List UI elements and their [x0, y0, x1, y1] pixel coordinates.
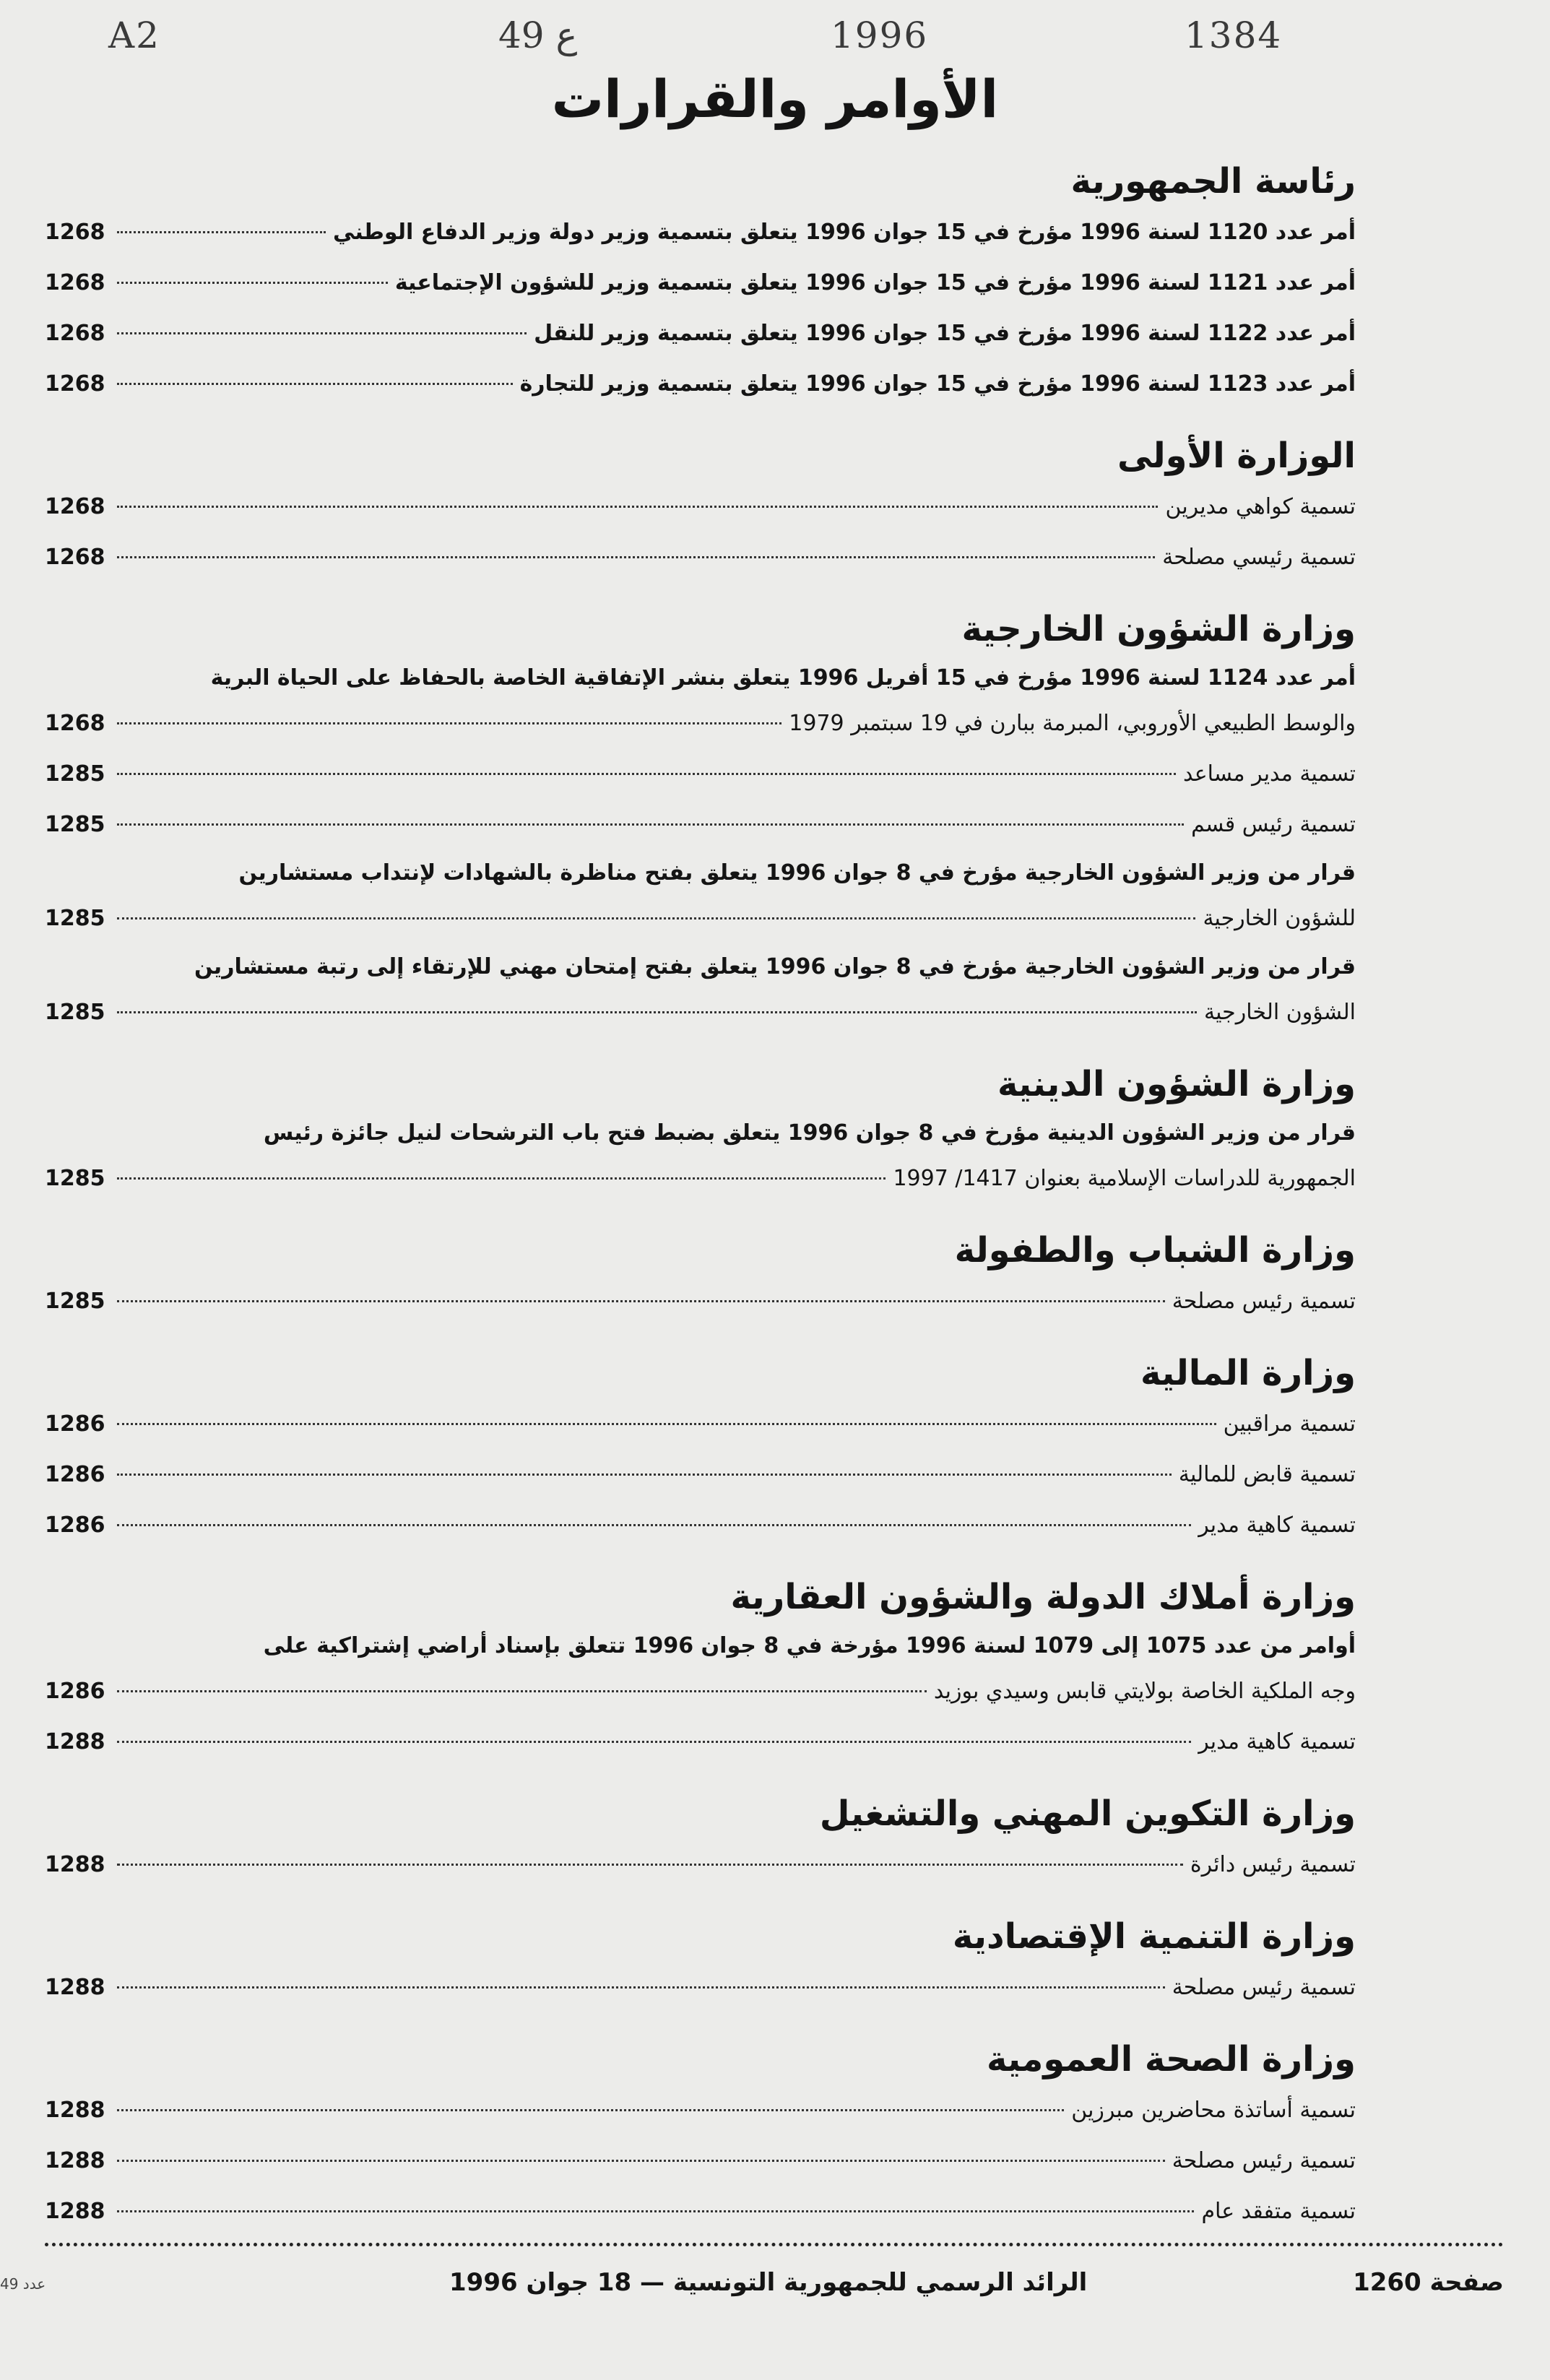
- entry-page-number: 1286: [45, 1513, 105, 1538]
- dot-leader: [117, 1986, 1165, 1989]
- entry-text: تسمية كواهي مديرين: [1165, 494, 1356, 519]
- handwritten-note-hijri: 1384: [1185, 14, 1283, 56]
- footer-issue-side: عدد 49: [0, 2275, 46, 2293]
- entry-page-number: 1288: [45, 2148, 105, 2173]
- page-footer: [45, 2268, 1504, 2311]
- dot-leader: [117, 1011, 1197, 1013]
- entry-text: الجمهورية للدراسات الإسلامية بعنوان 1417/ 1997: [893, 1166, 1356, 1191]
- entry-lead-text: قرار من وزير الشؤون الدينية مؤرخ في 8 جوان 1996 يتعلق بضبط فتح باب الترشحات لنيل جائزة رئيس: [263, 1120, 1356, 1146]
- toc-entry: [45, 852, 1356, 943]
- entry-text: تسمية رئيس مصلحة: [1172, 1289, 1356, 1314]
- section-title: رئاسة الجمهورية: [1070, 161, 1356, 202]
- entry-page-number: 1288: [45, 2098, 105, 2123]
- entry-line: [45, 2087, 1356, 2134]
- entry-text: تسمية رئيس قسم: [1191, 812, 1356, 837]
- dot-leader: [117, 1741, 1191, 1743]
- entry-line: [45, 209, 1356, 256]
- toc-section: [45, 1788, 1356, 1889]
- toc-section: [45, 1224, 1356, 1325]
- toc-section: [45, 603, 1356, 1037]
- dot-leader: [117, 2160, 1165, 2162]
- entry-page-number: 1268: [45, 371, 105, 397]
- section-title: وزارة الشؤون الخارجية: [961, 609, 1356, 649]
- toc-entry: [45, 945, 1356, 1037]
- section-title: وزارة الشباب والطفولة: [954, 1230, 1356, 1271]
- dot-leader: [117, 773, 1176, 775]
- toc-entry: [45, 209, 1356, 256]
- toc-entry: [45, 1718, 1356, 1766]
- entry-text: أمر عدد 1121 لسنة 1996 مؤرخ في 15 جوان 1996 يتعلق بتسمية وزير للشؤون الإجتماعية: [394, 270, 1356, 295]
- section-title: وزارة أملاك الدولة والشؤون العقارية: [730, 1577, 1356, 1617]
- toc-section: [45, 1911, 1356, 2012]
- toc-entry: [45, 360, 1356, 408]
- entry-text: والوسط الطبيعي الأوروبي، المبرمة ببارن في 19 سبتمبر 1979: [789, 711, 1356, 736]
- toc-entry: [45, 1841, 1356, 1889]
- footer-divider: [45, 2243, 1504, 2246]
- entry-text: تسمية متفقد عام: [1201, 2199, 1356, 2224]
- handwritten-note-year: 1996: [831, 14, 929, 56]
- toc-entry: [45, 1278, 1356, 1325]
- entry-text: للشؤون الخارجية: [1203, 906, 1356, 931]
- entry-line: [45, 895, 1356, 943]
- entry-lead-text: قرار من وزير الشؤون الخارجية مؤرخ في 8 جوان 1996 يتعلق بفتح مناظرة بالشهادات لإنتداب مستشارين: [238, 860, 1356, 886]
- entry-text: تسمية كاهية مدير: [1198, 1729, 1356, 1754]
- entry-text: تسمية رئيسي مصلحة: [1162, 545, 1356, 570]
- entry-page-number: 1285: [45, 761, 105, 787]
- entry-page-number: 1268: [45, 321, 105, 346]
- entry-line: [45, 1668, 1356, 1715]
- dot-leader: [117, 2210, 1194, 2212]
- entry-text: أمر عدد 1122 لسنة 1996 مؤرخ في 15 جوان 1996 يتعلق بتسمية وزير للنقل: [534, 321, 1356, 346]
- entry-line: [45, 1451, 1356, 1499]
- dot-leader: [117, 1524, 1191, 1526]
- entry-line: [45, 750, 1356, 798]
- entry-line: [45, 2188, 1356, 2236]
- entry-page-number: 1285: [45, 812, 105, 837]
- entry-text: تسمية رئيس مصلحة: [1172, 1975, 1356, 2000]
- dot-leader: [117, 1474, 1172, 1476]
- toc-section: [45, 1058, 1356, 1203]
- section-title: وزارة التنمية الإقتصادية: [952, 1916, 1356, 1957]
- toc-entry: [45, 2137, 1356, 2185]
- entry-page-number: 1268: [45, 545, 105, 570]
- entry-text: وجه الملكية الخاصة بولايتي قابس وسيدي بوزيد: [933, 1679, 1356, 1704]
- toc-section: [45, 1571, 1356, 1766]
- entry-line: [45, 2137, 1356, 2185]
- toc-entry: [45, 1451, 1356, 1499]
- toc-entry: [45, 1624, 1356, 1715]
- entry-line: [45, 1841, 1356, 1889]
- entry-text: تسمية مراقبين: [1223, 1411, 1356, 1437]
- entry-page-number: 1286: [45, 1679, 105, 1704]
- entry-page-number: 1288: [45, 1852, 105, 1877]
- toc-entry: [45, 657, 1356, 748]
- entry-line: [45, 989, 1356, 1037]
- entry-page-number: 1288: [45, 1729, 105, 1754]
- page-number: صفحة 1260: [1353, 2268, 1504, 2297]
- toc-section: [45, 155, 1356, 408]
- section-title: وزارة الشؤون الدينية: [997, 1064, 1356, 1104]
- toc-entry: [45, 1401, 1356, 1448]
- entry-page-number: 1285: [45, 1166, 105, 1191]
- entry-text: أمر عدد 1120 لسنة 1996 مؤرخ في 15 جوان 1996 يتعلق بتسمية وزير دولة وزير الدفاع الوطني: [333, 220, 1356, 245]
- entry-page-number: 1285: [45, 906, 105, 931]
- dot-leader: [117, 1690, 927, 1692]
- entry-text: تسمية رئيس دائرة: [1190, 1852, 1356, 1877]
- entry-text: تسمية مدير مساعد: [1182, 761, 1356, 787]
- entry-lead-text: قرار من وزير الشؤون الخارجية مؤرخ في 8 جوان 1996 يتعلق بفتح إمتحان مهني للإرتقاء إلى رتبة مستشارين: [194, 954, 1356, 979]
- dot-leader: [117, 332, 527, 334]
- entry-lead-text: أمر عدد 1124 لسنة 1996 مؤرخ في 15 أفريل 1996 يتعلق بنشر الإتفاقية الخاصة بالحفاظ على الحياة البرية: [210, 665, 1356, 691]
- entry-text: تسمية كاهية مدير: [1198, 1513, 1356, 1538]
- entry-text: تسمية قابض للمالية: [1178, 1462, 1356, 1487]
- entry-page-number: 1286: [45, 1462, 105, 1487]
- dot-leader: [117, 556, 1155, 558]
- entry-page-number: 1268: [45, 494, 105, 519]
- toc-entry: [45, 801, 1356, 849]
- entry-page-number: 1268: [45, 270, 105, 295]
- section-title: الوزارة الأولى: [1117, 436, 1356, 476]
- dot-leader: [117, 2109, 1064, 2111]
- entry-line: [45, 1964, 1356, 2012]
- toc-entry: [45, 750, 1356, 798]
- section-title: وزارة الصحة العمومية: [986, 2039, 1356, 2080]
- toc-entry: [45, 1112, 1356, 1203]
- entry-line: [45, 534, 1356, 581]
- dot-leader: [117, 917, 1195, 919]
- table-of-contents: [45, 155, 1356, 2238]
- entry-line: [45, 483, 1356, 531]
- entry-line: [45, 360, 1356, 408]
- toc-section: [45, 1347, 1356, 1549]
- entry-lead-text: أوامر من عدد 1075 إلى 1079 لسنة 1996 مؤرخة في 8 جوان 1996 تتعلق بإسناد أراضي إشتراكية على: [263, 1633, 1356, 1658]
- dot-leader: [117, 1423, 1216, 1425]
- dot-leader: [117, 231, 326, 233]
- dot-leader: [117, 823, 1184, 826]
- page-title: الأوامر والقرارات: [551, 69, 999, 129]
- entry-page-number: 1285: [45, 1289, 105, 1314]
- toc-entry: [45, 2188, 1356, 2236]
- entry-page-number: 1268: [45, 220, 105, 245]
- toc-entry: [45, 310, 1356, 358]
- toc-entry: [45, 259, 1356, 307]
- entry-text: أمر عدد 1123 لسنة 1996 مؤرخ في 15 جوان 1996 يتعلق بتسمية وزير للتجارة: [519, 371, 1356, 397]
- handwritten-note-a2: A2: [108, 14, 160, 56]
- entry-line: [45, 1718, 1356, 1766]
- section-title: وزارة التكوين المهني والتشغيل: [819, 1793, 1356, 1834]
- dot-leader: [117, 722, 782, 724]
- footer-publication: الرائد الرسمي للجمهورية التونسية — 18 جوان 1996: [449, 2268, 1088, 2297]
- entry-text: تسمية رئيس مصلحة: [1172, 2148, 1356, 2173]
- entry-line: [45, 700, 1356, 748]
- toc-entry: [45, 1964, 1356, 2012]
- entry-line: [45, 259, 1356, 307]
- toc-entry: [45, 483, 1356, 531]
- toc-entry: [45, 2087, 1356, 2134]
- dot-leader: [117, 282, 388, 284]
- entry-text: تسمية أساتذة محاضرين مبرزين: [1071, 2098, 1356, 2123]
- handwritten-note-issue: 49 ع: [498, 14, 578, 56]
- entry-line: [45, 801, 1356, 849]
- dot-leader: [117, 383, 513, 385]
- entry-text: الشؤون الخارجية: [1204, 1000, 1356, 1025]
- entry-page-number: 1268: [45, 711, 105, 736]
- entry-page-number: 1288: [45, 2199, 105, 2224]
- dot-leader: [117, 1864, 1183, 1866]
- toc-entry: [45, 534, 1356, 581]
- entry-line: [45, 1401, 1356, 1448]
- section-title: وزارة المالية: [1140, 1353, 1356, 1393]
- entry-line: [45, 1278, 1356, 1325]
- dot-leader: [117, 506, 1158, 508]
- toc-section: [45, 430, 1356, 581]
- toc-section: [45, 2033, 1356, 2236]
- toc-entry: [45, 1502, 1356, 1549]
- dot-leader: [117, 1300, 1165, 1302]
- entry-line: [45, 1155, 1356, 1203]
- dot-leader: [117, 1177, 886, 1180]
- entry-page-number: 1288: [45, 1975, 105, 2000]
- entry-page-number: 1285: [45, 1000, 105, 1025]
- entry-page-number: 1286: [45, 1411, 105, 1437]
- entry-line: [45, 310, 1356, 358]
- entry-line: [45, 1502, 1356, 1549]
